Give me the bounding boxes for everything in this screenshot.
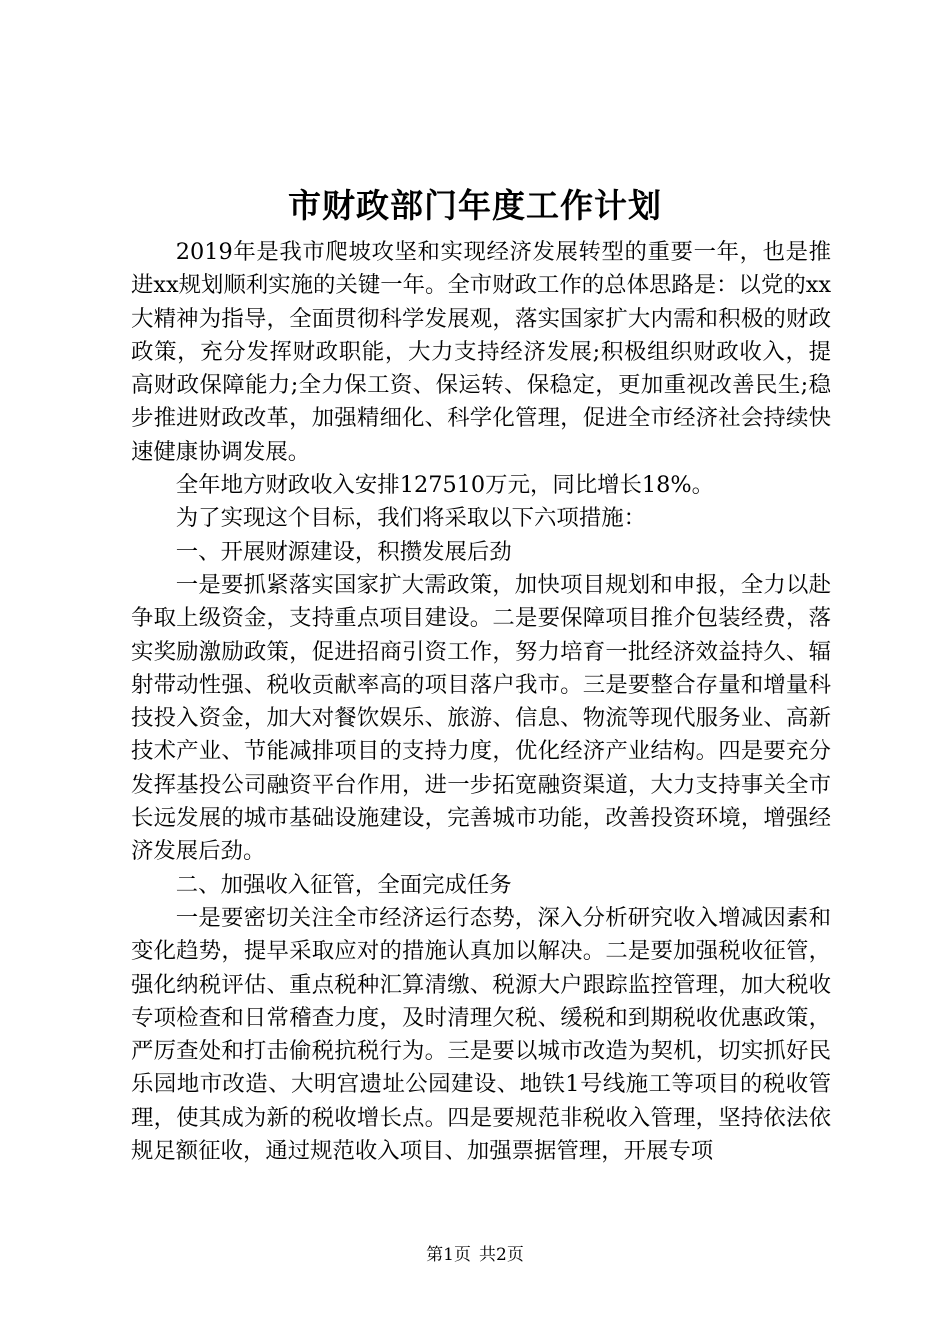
section-heading-2: 二、加强收入征管，全面完成任务	[175, 871, 512, 898]
document-title: 市财政部门年度工作计划	[288, 186, 662, 225]
section-heading-1: 一、开展财源建设，积攒发展后劲	[175, 538, 512, 565]
document-body	[131, 236, 831, 1168]
page-number: 第1页	[426, 1245, 471, 1265]
paragraph-measures-intro: 为了实现这个目标，我们将采取以下六项措施：	[175, 505, 646, 532]
paragraph-section-2: 一是要密切关注全市经济运行态势，深入分析研究收入增减因素和变化趋势，提早采取应对的措施认真加以解决。二是要加强税收征管，强化纳税评估、重点税种汇算清缴、税源大户跟踪监控管理，加大税收专项检查和日常稽查力度，及时清理欠税、缓税和到期税收优惠政策，严厉查处和打击偷税抗税行为。三是要以城市改造为契机，切实抓好民乐园地市改造、大明宫遗址公园建设、地铁1号线施工等项目的税收管理，使其成为新的税收增长点。四是要规范非税收入管理，坚持依法依规足额征收，通过规范收入项目、加强票据管理，开展专项	[131, 904, 831, 1165]
paragraph-intro: 2019年是我市爬坡攻坚和实现经济发展转型的重要一年，也是推进xx规划顺利实施的关键一年。全市财政工作的总体思路是：以党的xx大精神为指导，全面贯彻科学发展观，落实国家扩大内需和积极的财政政策，充分发挥财政职能，大力支持经济发展;积极组织财政收入，提高财政保障能力;全力保工资、保运转、保稳定，更加重视改善民生;稳步推进财政改革，加强精细化、科学化管理，促进全市经济社会持续快速健康协调发展。	[131, 239, 831, 465]
paragraph-section-1: 一是要抓紧落实国家扩大需政策，加快项目规划和申报，全力以赴争取上级资金，支持重点项目建设。二是要保障项目推介包装经费，落实奖励激励政策，促进招商引资工作，努力培育一批经济效益持久、辐射带动性强、税收贡献率高的项目落户我市。三是要整合存量和增量科技投入资金，加大对餐饮娱乐、旅游、信息、物流等现代服务业、高新技术产业、节能减排项目的支持力度，优化经济产业结构。四是要充分发挥基投公司融资平台作用，进一步拓宽融资渠道，大力支持事关全市长远发展的城市基础设施建设，完善城市功能，改善投资环境，增强经济发展后劲。	[131, 571, 831, 865]
paragraph-revenue-target: 全年地方财政收入安排127510万元，同比增长18%。	[175, 472, 715, 499]
page-total: 共2页	[479, 1245, 524, 1265]
page-footer	[0, 1243, 950, 1267]
